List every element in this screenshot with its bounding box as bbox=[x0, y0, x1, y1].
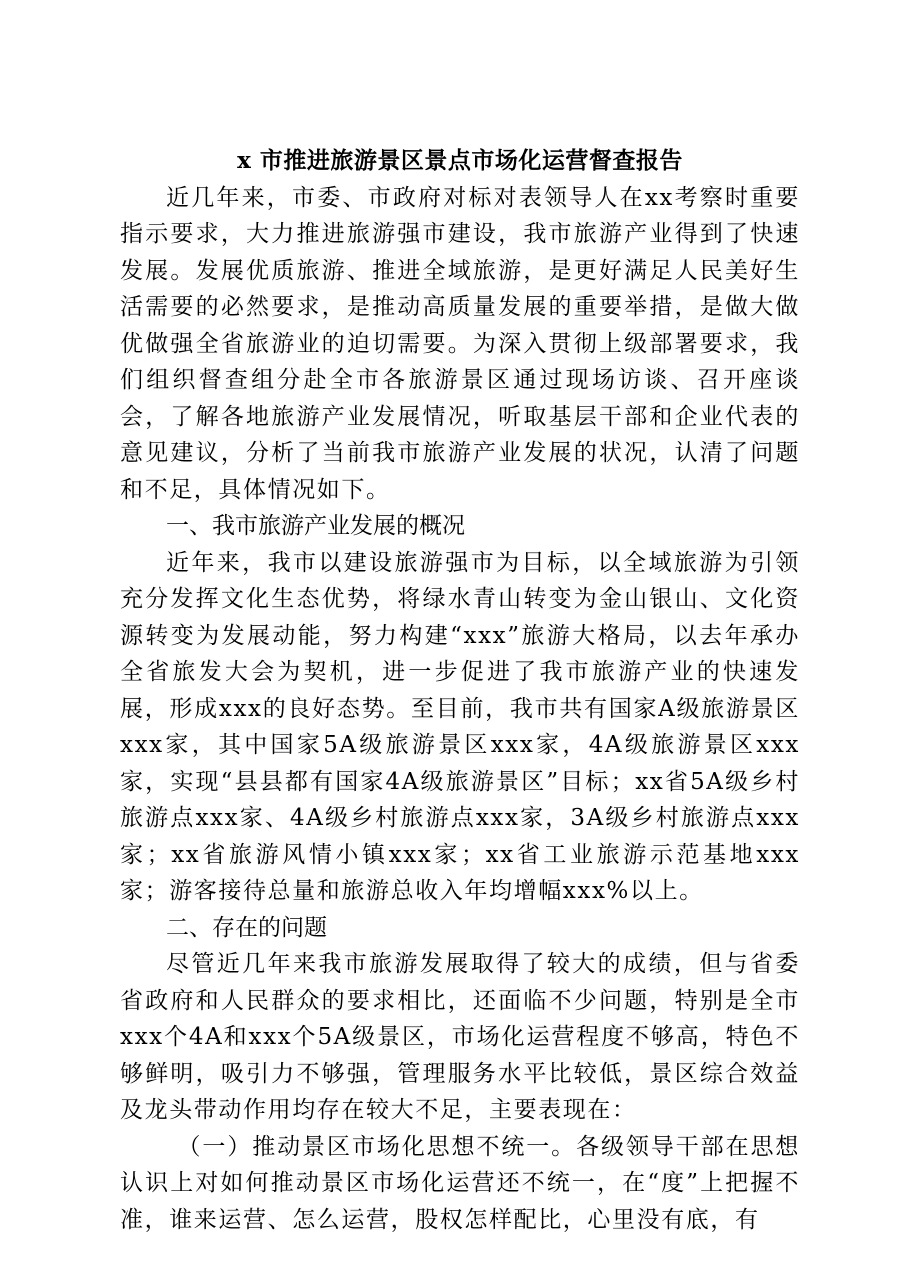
problem-item-1: （一）推动景区市场化思想不统一。各级领导干部在思想认识上对如何推动景区市场化运营还不统一，在“度”上把握不准，谁来运营、怎么运营，股权怎样配比，心里没有底，有 bbox=[120, 1133, 800, 1233]
section-heading-problems: 二、存在的问题 bbox=[166, 914, 327, 941]
section-heading-overview: 一、我市旅游产业发展的概况 bbox=[166, 513, 465, 539]
intro-paragraph: 近几年来，市委、市政府对标对表领导人在xx考察时重要指示要求，大力推进旅游强市建设，我市旅游产业得到了快速发展。发展优质旅游、推进全域旅游，是更好满足人民美好生活需要的必然要求，是推动高质量发展的重要举措，是做大做优做强全省旅游业的迫切需要。为深入贯彻上级部署要求，我们组织督查组分赴全市各旅游景区通过现场访谈、召开座谈会，了解各地旅游产业发展情况，听取基层干部和企业代表的意见建议，分析了当前我市旅游产业发展的状况，认清了问题和不足，具体情况如下。 bbox=[120, 184, 800, 503]
overview-paragraph: 近年来，我市以建设旅游强市为目标，以全域旅游为引领充分发挥文化生态优势，将绿水青山转变为金山银山、文化资源转变为发展动能，努力构建“xxx”旅游大格局，以去年承办全省旅发大会为契机，进一步促进了我市旅游产业的快速发展，形成xxx的良好态势。至目前，我市共有国家A级旅游景区xxx家，其中国家5A级旅游景区xxx家，4A级旅游景区xxx家，实现“县县都有国家4A级旅游景区”目标；xx省5A级乡村旅游点xxx家、4A级乡村旅游点xxx家，3A级乡村旅游点xxx家；xx省旅游风情小镇xxx家；xx省工业旅游示范基地xxx家；游客接待总量和旅游总收入年均增幅xxx%以上。 bbox=[120, 549, 800, 904]
document-body bbox=[120, 143, 800, 1238]
problems-paragraph: 尽管近几年来我市旅游发展取得了较大的成绩，但与省委省政府和人民群众的要求相比，还面临不少问题，特别是全市xxx个4A和xxx个5A级景区，市场化运营程度不够高，特色不够鲜明，吸引力不够强，管理服务水平比较低，景区综合效益及龙头带动作用均存在较大不足，主要表现在： bbox=[120, 951, 800, 1123]
document-title: x 市推进旅游景区景点市场化运营督查报告 bbox=[237, 147, 683, 174]
